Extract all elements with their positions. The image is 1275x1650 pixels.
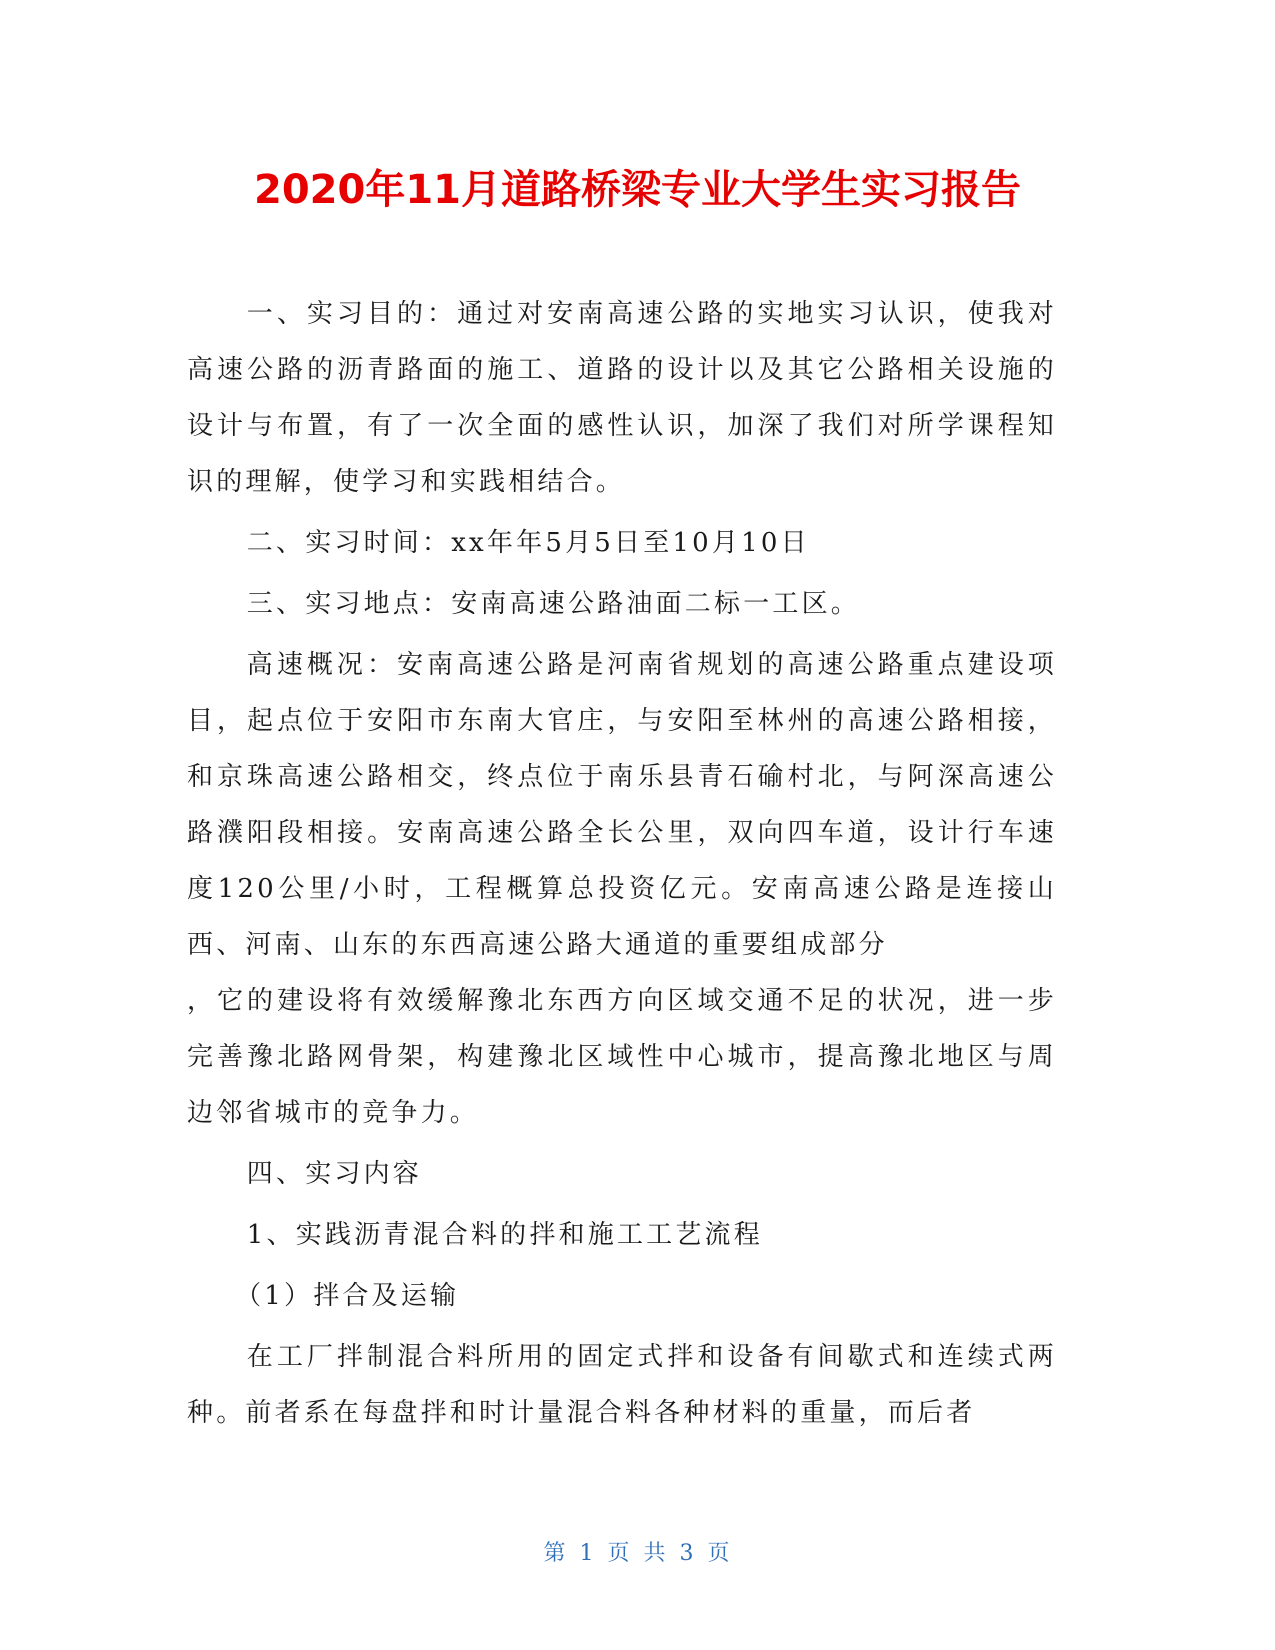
footer-page-unit: 页 <box>607 1541 632 1566</box>
footer-total-unit: 页 <box>707 1541 732 1566</box>
page-footer <box>0 1536 1275 1567</box>
document-title: 2020年11月道路桥梁专业大学生实习报告 <box>254 167 1021 213</box>
paragraph-purpose: 一、实习目的：通过对安南高速公路的实地实习认识，使我对高速公路的沥青路面的施工、道路的设计以及其它公路相关设施的设计与布置，有了一次全面的感性认识，加深了我们对所学课程知识的理解，使学习和实践相结合。 <box>187 299 1057 497</box>
paragraph-mixing-heading: （1）拌合及运输 <box>235 1281 460 1311</box>
paragraph-content-heading: 四、实习内容 <box>246 1159 422 1189</box>
footer-total-label: 共 <box>643 1541 668 1566</box>
footer-page-label: 第 <box>543 1541 568 1566</box>
paragraph-mixing-text: 在工厂拌制混合料所用的固定式拌和设备有间歇式和连续式两种。前者系在每盘拌和时计量混合料各种材料的重量，而后者 <box>187 1342 1057 1428</box>
paragraph-overview: 高速概况：安南高速公路是河南省规划的高速公路重点建设项目，起点位于安阳市东南大官庄，与安阳至林州的高速公路相接，和京珠高速公路相交，终点位于南乐县青石䃋村北，与阿深高速公路濮阳段相接。安南高速公路全长公里，双向四车道，设计行车速度120公里/小时，工程概算总投资亿元。安南高速公路是连接山西、河南、山东的东西高速公路大通道的重要组成部分 ，它的建设将有效缓解豫北东西方向区域交通不足的状况，进一步完善豫北路网骨架，构建豫北区域性中心城市，提高豫北地区与周边邻省城市的竞争力。 <box>187 650 1057 1128</box>
document-body <box>187 286 1057 1446</box>
footer-current-page: 1 <box>579 1541 596 1566</box>
paragraph-time: 二、实习时间：xx年年5月5日至10月10日 <box>246 528 810 558</box>
footer-total-pages: 3 <box>679 1541 696 1566</box>
paragraph-subheading: 1、实践沥青混合料的拌和施工工艺流程 <box>246 1220 763 1250</box>
paragraph-location: 三、实习地点：安南高速公路油面二标一工区。 <box>246 589 860 619</box>
